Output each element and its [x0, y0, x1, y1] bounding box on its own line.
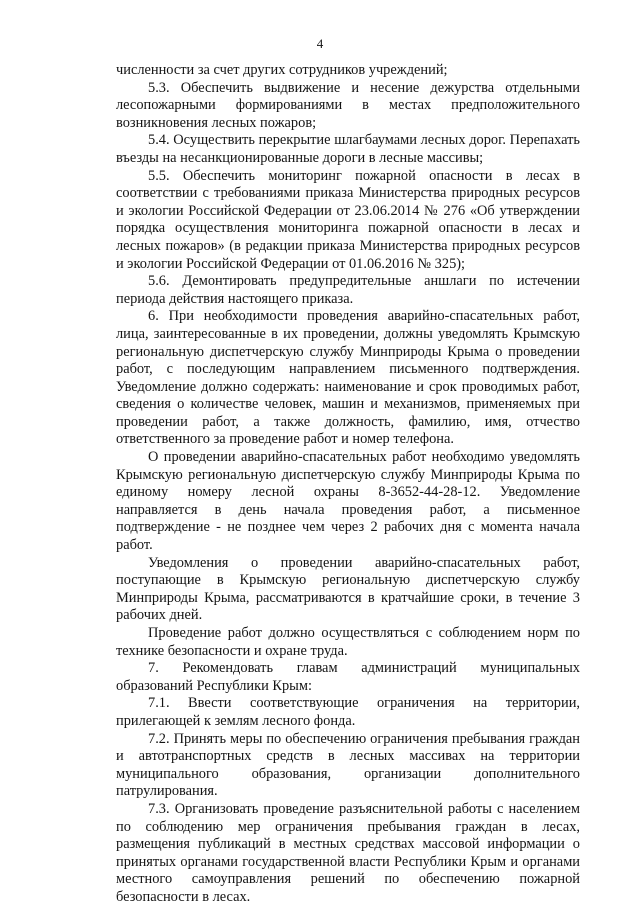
page-number: 4	[316, 36, 324, 51]
paragraph-continuation: численности за счет других сотрудников учреждений;	[116, 62, 448, 78]
paragraph-5-5: 5.5. Обеспечить мониторинг пожарной опасности в лесах в соответствии с требованиями приказа Министерства природных ресурсов и экологии Российской Федерации от 23.06.2014 № 276 «Об утверждении порядка осуществления мониторинга пожарной опасности в лесах и лесных пожаров» (в редакции приказа Министерства природных ресурсов и экологии Российской Федерации от 01.06.2016 № 325);	[116, 167, 580, 272]
paragraph-7-2: 7.2. Принять меры по обеспечению ограничения пребывания граждан и автотранспортных средств в лесных массивах на территории муниципального образования, организации дополнительного патрулирования.	[116, 730, 580, 800]
paragraph-5-4: 5.4. Осуществить перекрытие шлагбаумами лесных дорог. Перепахать въезды на несанкционированные дороги в лесные массивы;	[116, 132, 580, 166]
paragraph-safety: Проведение работ должно осуществляться с соблюдением норм по технике безопасности и охране труда.	[116, 625, 580, 659]
paragraph-6: 6. При необходимости проведения аварийно-спасательных работ, лица, заинтересованные в их проведении, должны уведомлять Крымскую региональную диспетчерскую службу Минприроды Крыма о проведении работ, с последующим направлением письменного подтверждения. Уведомление должно содержать: наименование и срок проводимых работ, сведения о количестве человек, машин и механизмов, применяемых при проведении работ, а также должность, фамилию, имя, отчество ответственного за проведение работ и номер телефона.	[116, 308, 580, 448]
paragraph-5-3: 5.3. Обеспечить выдвижение и несение дежурства отдельными лесопожарными формированиями в местах предположительного возникновения лесных пожаров;	[116, 79, 580, 131]
paragraph-5-6: 5.6. Демонтировать предупредительные аншлаги по истечении периода действия настоящего приказа.	[116, 273, 580, 307]
paragraph-7: 7. Рекомендовать главам администраций муниципальных образований Республики Крым:	[116, 660, 580, 694]
paragraph-7-1: 7.1. Ввести соответствующие ограничения на территории, прилегающей к землям лесного фонда.	[116, 695, 580, 729]
paragraph-notification-phone: О проведении аварийно-спасательных работ необходимо уведомлять Крымскую региональную диспетчерскую службу Минприроды Крыма по единому номеру лесной охраны 8-3652-44-28-12. Уведомление направляется в день начала проведения работ, а письменное подтверждение - не позднее чем через 2 рабочих дня с момента начала работ.	[116, 449, 580, 554]
paragraph-notification-review: Уведомления о проведении аварийно-спасательных работ, поступающие в Крымскую региональную диспетчерскую службу Минприроды Крыма, рассматриваются в кратчайшие сроки, в течение 3 рабочих дней.	[116, 554, 580, 624]
document-body	[116, 62, 580, 907]
paragraph-7-3: 7.3. Организовать проведение разъяснительной работы с населением по соблюдению мер ограничения пребывания граждан в лесах, размещения публикаций в местных средствах массовой информации о принятых органами государственной власти Республики Крым и органами местного самоуправления решений по обеспечению пожарной безопасности в лесах.	[116, 800, 580, 905]
